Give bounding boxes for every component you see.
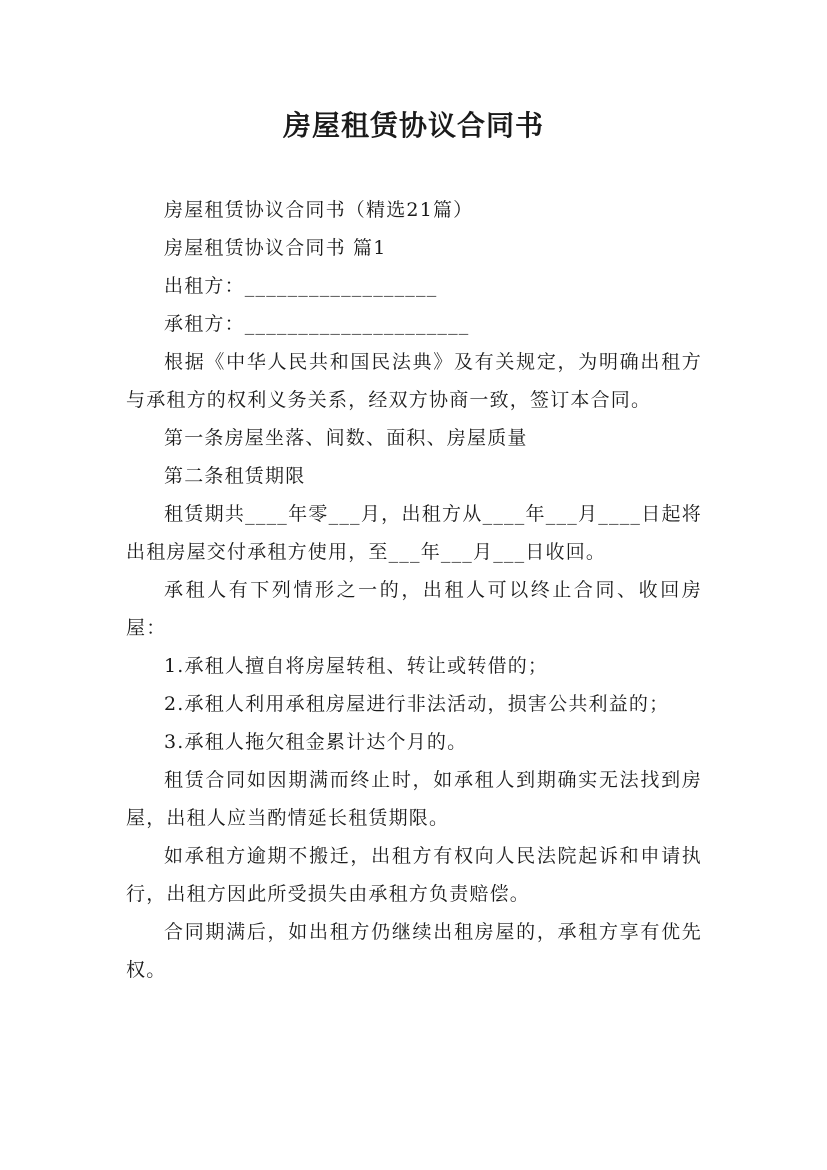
- paragraph-overdue: 如承租方逾期不搬迁，出租方有权向人民法院起诉和申请执行，出租方因此所受损失由承租方负责赔偿。: [126, 845, 702, 905]
- paragraph-lessor-line: 出租方：__________________: [164, 275, 438, 297]
- paragraph-extension: 租赁合同如因期满而终止时，如承租人到期确实无法找到房屋，出租人应当酌情延长租赁期限。: [126, 769, 702, 829]
- paragraph-article-1: 第一条房屋坐落、间数、面积、房屋质量: [164, 427, 528, 449]
- paragraph-preamble: 根据《中华人民共和国民法典》及有关规定，为明确出租方与承租方的权利义务关系，经双方协商一致，签订本合同。: [126, 351, 702, 411]
- paragraph-condition-1: 1.承租人擅自将房屋转租、转让或转借的；: [164, 655, 549, 677]
- paragraph-subtitle: 房屋租赁协议合同书（精选21篇）: [164, 199, 474, 221]
- paragraph-lease-term: 租赁期共____年零___月，出租方从____年___月____日起将出租房屋交付承租方使用，至___年___月___日收回。: [126, 503, 702, 563]
- paragraph-termination-conditions: 承租人有下列情形之一的，出租人可以终止合同、收回房屋：: [126, 579, 702, 639]
- paragraph-article-2: 第二条租赁期限: [164, 465, 306, 487]
- document-title: 房屋租赁协议合同书: [282, 109, 544, 142]
- paragraph-lessee-line: 承租方：_____________________: [164, 313, 470, 335]
- document-body: [126, 191, 702, 989]
- paragraph-priority: 合同期满后，如出租方仍继续出租房屋的，承租方享有优先权。: [126, 921, 702, 981]
- paragraph-section-heading: 房屋租赁协议合同书 篇1: [164, 237, 387, 259]
- paragraph-condition-3: 3.承租人拖欠租金累计达个月的。: [164, 731, 468, 753]
- paragraph-condition-2: 2.承租人利用承租房屋进行非法活动，损害公共利益的；: [164, 693, 670, 715]
